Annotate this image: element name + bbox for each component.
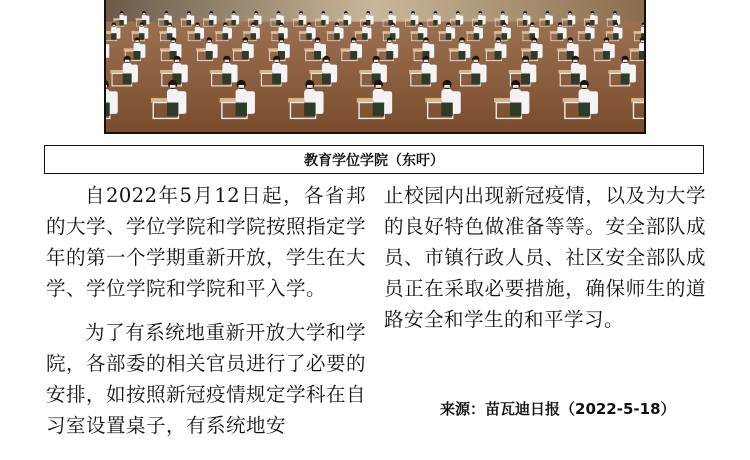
classroom-photo-icon bbox=[106, 0, 644, 132]
classroom-photo bbox=[104, 0, 646, 134]
photo-caption: 教育学位学院（东吁） bbox=[44, 145, 704, 174]
article-paragraph-2: 为了有系统地重新开放大学和学院，各部委的相关官员进行了必要的安排，如按照新冠疫情规定学科在自习室设置桌子，有系统地安 bbox=[46, 321, 367, 437]
article-paragraph-2-continued: 止校园内出现新冠疫情，以及为大学的良好特色做准备等等。安全部队成员、市镇行政人员、社区安全部队成员正在采取必要措施，确保师生的道路安全和学生的和平学习。 bbox=[384, 184, 706, 331]
article-paragraph-1: 自2022年5月12日起，各省邦的大学、学位学院和学院按照指定学年的第一个学期重新开放，学生在大学、学位学院和学院和平入学。 bbox=[46, 184, 367, 300]
article-source: 来源：苗瓦迪日报（2022-5-18） bbox=[440, 400, 676, 418]
article-column-left bbox=[46, 180, 366, 441]
article-column-right bbox=[384, 180, 706, 335]
